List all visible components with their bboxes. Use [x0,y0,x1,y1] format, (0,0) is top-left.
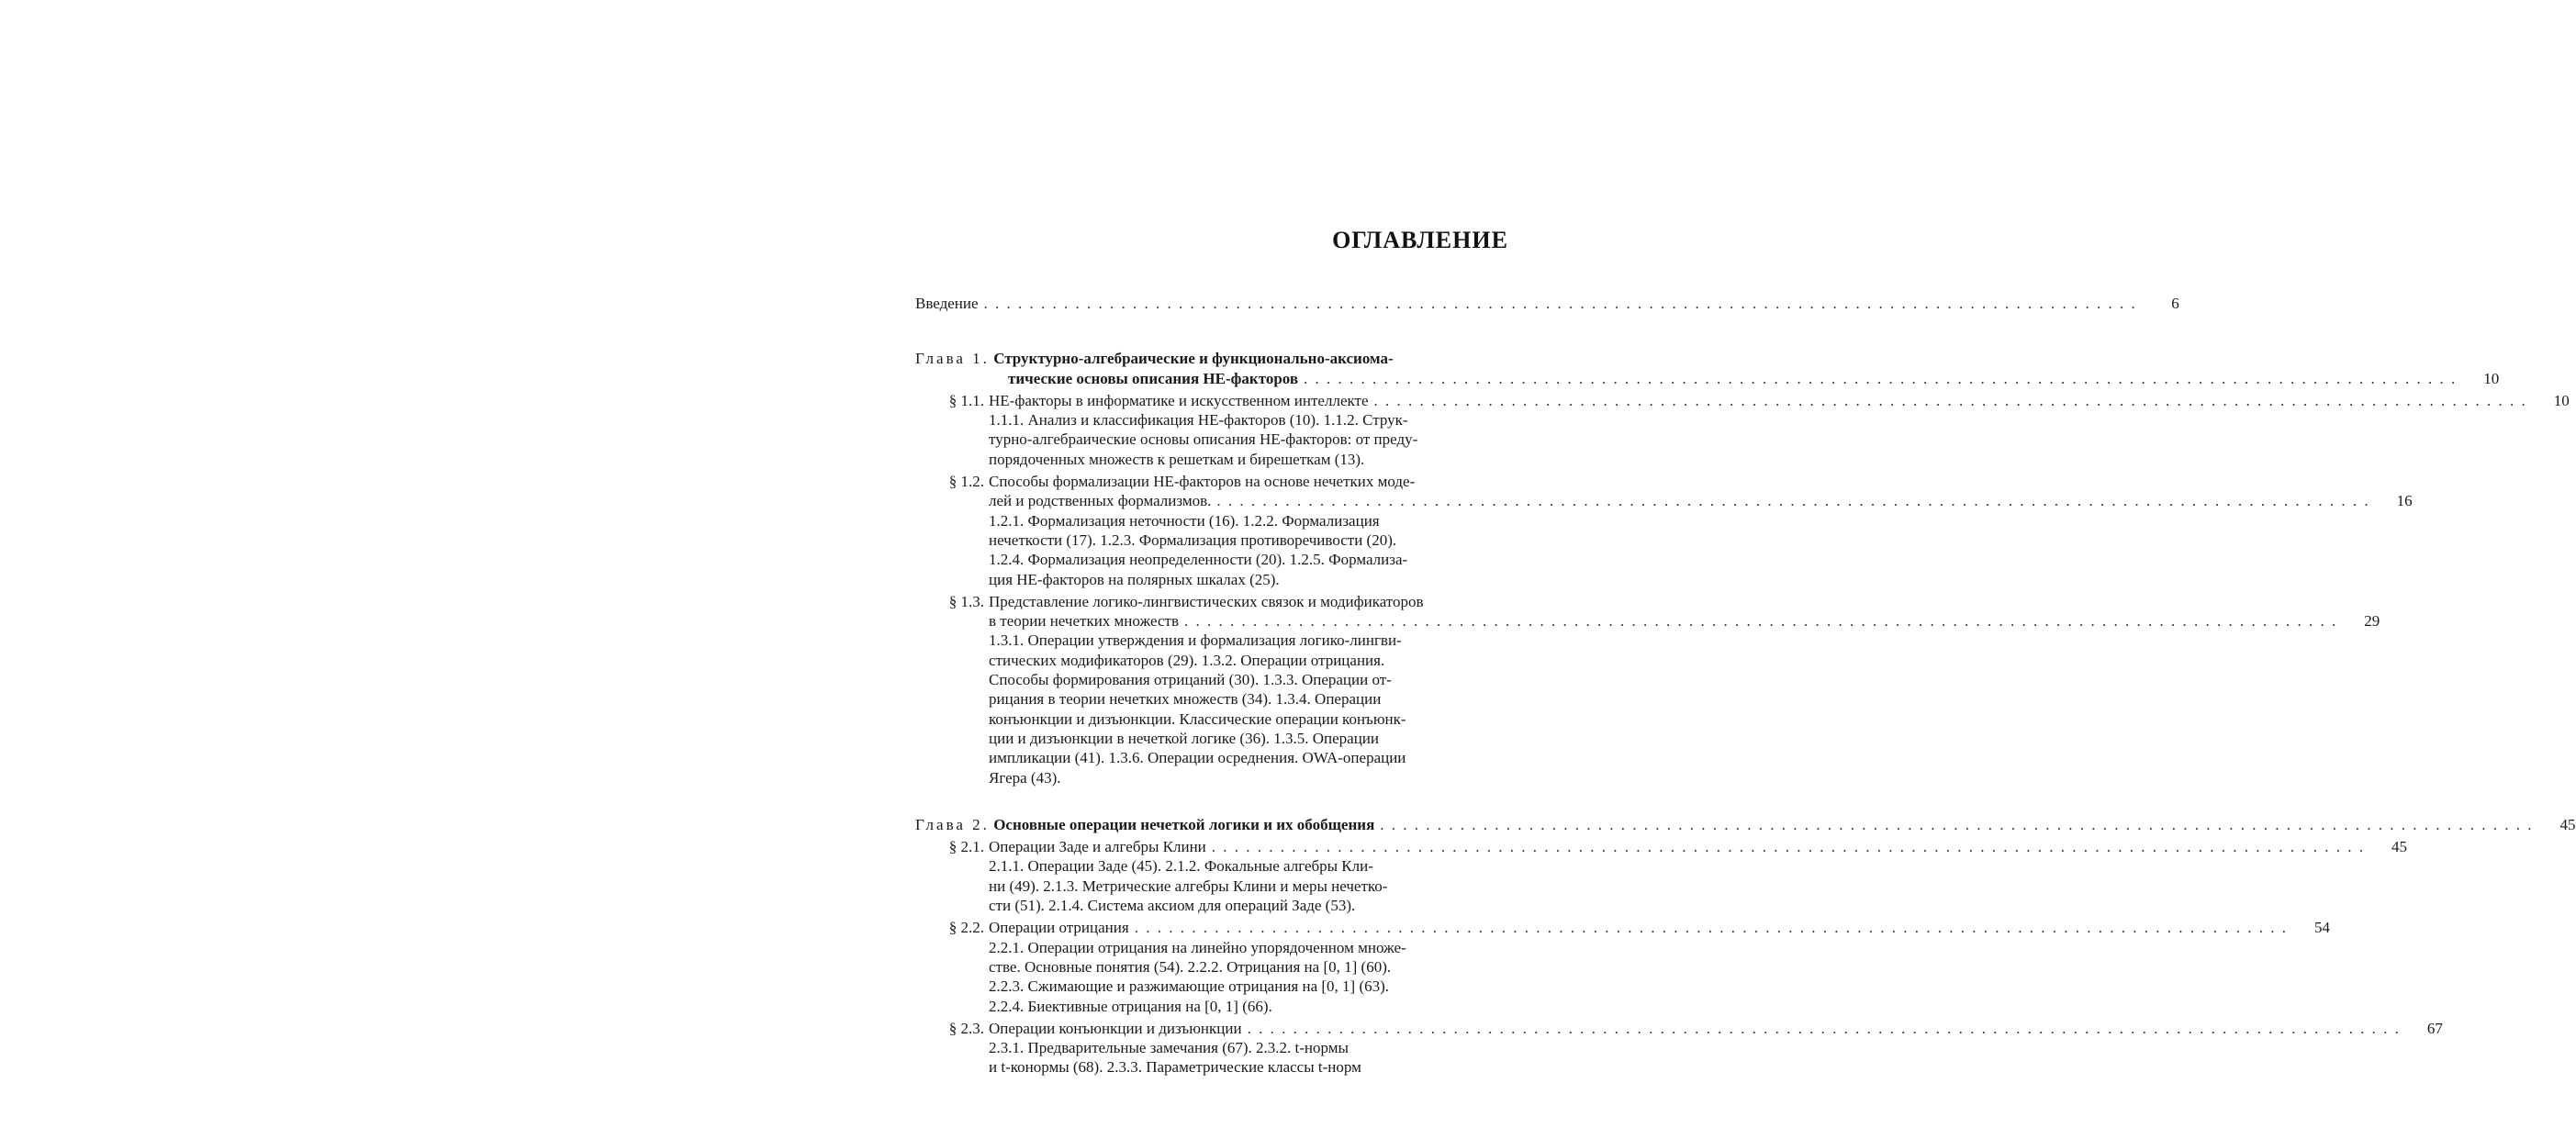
section-number: § 2.2. [948,919,984,937]
subsection-list [915,631,1538,787]
subsection-line: Ягера (43). [989,768,1061,787]
subsection-line: 2.2.4. Биективные отрицания на [0, 1] (66). [989,997,1272,1015]
subsection-line: 2.1.1. Операции Заде (45). 2.1.2. Фокальные алгебры Кли- [989,857,1373,876]
dot-leader [1298,369,2457,388]
section-title: в теории нечетких множеств [989,612,1179,631]
toc-entry-intro[interactable] [915,294,2179,313]
subsection-line: 2.3.1. Предварительные замечания (67). 2.3.2. t-нормы [989,1039,1349,1057]
section-2-3 [915,1019,2443,1078]
section-title: Операции отрицания [989,919,1129,937]
subsection-line: ции и дизъюнкции в нечеткой логике (36). 1.3.5. Операции [989,729,1379,747]
section-number: § 1.1. [948,391,984,409]
dot-leader [1242,1019,2401,1038]
subsection-line: нечеткости (17). 1.2.3. Формализация противоречивости (20). [989,530,1397,549]
subsection-line: стве. Основные понятия (54). 2.2.2. Отрицания на [0, 1] (60). [989,957,1392,976]
chapter-2 [915,815,2576,1078]
section-page: 54 [2313,919,2330,937]
section-title: Операции конъюнкции и дизъюнкции [989,1019,1242,1037]
section-title: Способы формализации НЕ-факторов на основе нечетких моде- [989,473,1416,491]
section-title: НЕ-факторы в информатике и искусственном интеллекте [989,391,1369,409]
subsection-line: Способы формирования отрицаний (30). 1.3.3. Операции от- [989,671,1392,689]
section-2-1 [915,837,2408,915]
subsection-line: стических модификаторов (29). 1.3.2. Операции отрицания. [989,651,1385,669]
subsection-line: конъюнкции и дизъюнкции. Классические операции конъюнк- [989,709,1406,728]
intro-label: Введение [915,295,979,312]
dot-leader [1179,611,2337,631]
subsection-list [915,938,1538,1016]
section-page: 67 [2426,1019,2443,1037]
section-2-3-heading[interactable] [915,1019,2443,1038]
chapter-1-heading[interactable] [915,349,1538,368]
dot-leader [1369,391,2527,410]
subsection-list [915,856,1538,915]
dot-leader [979,294,2137,313]
subsection-line: и t-конормы (68). 2.3.3. Параметрические классы t-норм [989,1058,1361,1077]
section-number: § 1.3. [948,592,984,610]
section-title: Операции Заде и алгебры Клини [989,838,1206,856]
chapter-gap [915,787,1538,815]
section-2-1-heading[interactable] [915,837,2408,856]
section-1-3 [915,592,2380,787]
section-number: § 2.1. [948,838,984,856]
chapter-2-heading[interactable] [915,815,2576,834]
subsection-line: турно-алгебраические основы описания НЕ-факторов: от преду- [989,430,1418,449]
chapter-1-heading-line2[interactable] [915,369,2500,388]
chapter-1-label: Глава 1. [915,350,990,368]
subsection-line: порядоченных множеств к решеткам и бирешеткам (13). [989,450,1365,468]
subsection-line: рицания в теории нечетких множеств (34). 1.3.4. Операции [989,690,1382,709]
section-title: лей и родственных формализмов. [989,492,1212,510]
section-1-2 [915,472,2413,589]
chapter-1-title-line2: тические основы описания НЕ-факторов [1008,369,1299,387]
section-title: Представление логико-лингвистических связок и модификаторов [989,592,1424,610]
section-1-1 [915,391,2570,469]
chapter-1 [915,349,2570,787]
subsection-line: 2.2.3. Сжимающие и разжимающие отрицания на [0, 1] (63). [989,977,1390,996]
section-number: § 2.3. [948,1019,984,1037]
section-number: § 1.2. [948,473,984,491]
page-title: ОГЛАВЛЕНИЕ [1332,227,1508,253]
section-page: 45 [2391,838,2408,856]
chapter-1-title-line1: Структурно-алгебраические и функционально-аксиома- [993,350,1394,368]
chapter-1-page: 10 [2483,369,2500,387]
subsection-list [915,410,1538,469]
section-1-2-heading[interactable] [915,472,2413,511]
section-page: 16 [2396,492,2413,510]
dot-leader [1129,918,2288,937]
intro-page: 6 [2171,295,2179,312]
subsection-list [915,1038,1538,1078]
section-1-1-heading[interactable] [915,391,2570,410]
subsection-line: 1.2.1. Формализация неточности (16). 1.2.2. Формализация [989,511,1380,530]
subsection-line: 1.1.1. Анализ и классификация НЕ-факторов (10). 1.1.2. Струк- [989,411,1408,430]
section-page: 10 [2553,391,2570,409]
subsection-line: импликации (41). 1.3.6. Операции осреднения. OWA-операции [989,749,1406,767]
table-of-contents [915,294,2576,1078]
subsection-line: 1.2.4. Формализация неопределенности (20). 1.2.5. Формализа- [989,551,1408,569]
right-page [805,0,2576,1139]
section-2-2 [915,918,2330,1015]
dot-leader [1211,491,2369,510]
chapter-2-title: Основные операции нечеткой логики и их обобщения [993,815,1375,833]
dot-leader [1206,837,2365,856]
subsection-line: ция НЕ-факторов на полярных шкалах (25). [989,570,1280,588]
subsection-list [915,511,1538,589]
chapter-2-label: Глава 2. [915,815,990,833]
section-1-3-heading[interactable] [915,592,2380,631]
dot-leader [1374,815,2533,834]
subsection-line: 1.3.1. Операции утверждения и формализация логико-лингви- [989,631,1402,650]
section-2-2-heading[interactable] [915,918,2330,937]
left-page [0,0,805,1139]
subsection-line: сти (51). 2.1.4. Система аксиом для операций Заде (53). [989,897,1356,915]
chapter-2-page: 45 [2559,815,2576,833]
subsection-line: ни (49). 2.1.3. Метрические алгебры Клини и меры нечетко- [989,877,1388,895]
subsection-line: 2.2.1. Операции отрицания на линейно упорядоченном множе- [989,938,1406,956]
section-page: 29 [2364,612,2380,631]
